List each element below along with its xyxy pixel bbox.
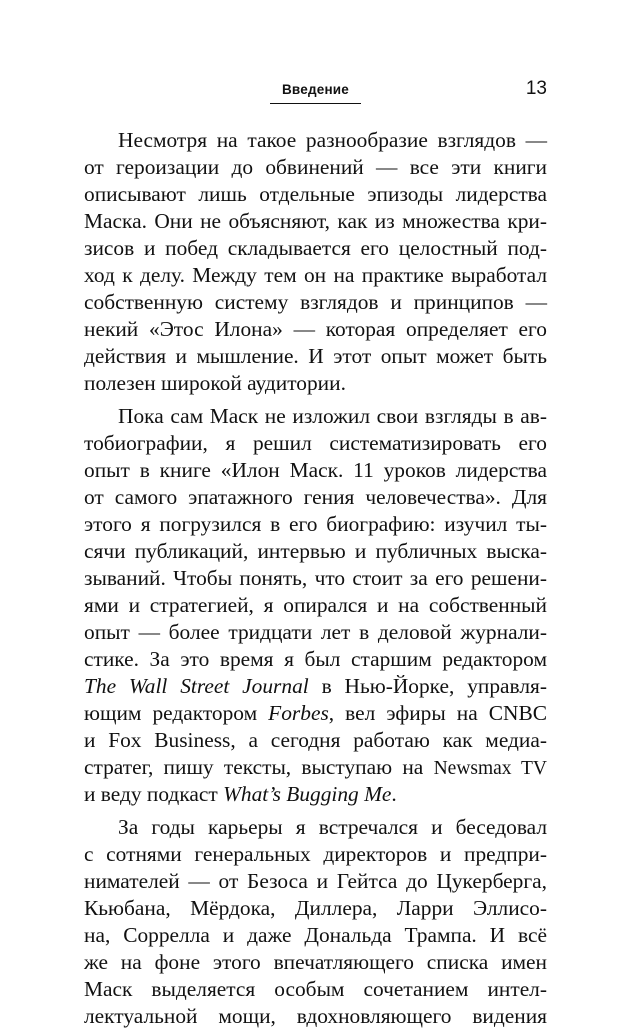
text-line: некий «Этос Илона» — которая определяет его — [84, 317, 547, 341]
text-line: с сотнями генеральных директоров и предпри- — [84, 842, 547, 866]
text-line: Пока сам Маск не изложил свои взгляды в ав- — [118, 404, 547, 428]
text-fragment: в Нью-Йорке, управля- — [308, 674, 547, 698]
text-line: же на фоне этого впечатляющего списка имен — [84, 950, 547, 974]
text-line: от самого эпатажного гения человечества». Для — [84, 485, 547, 509]
text-line: нимателей — от Безоса и Гейтса до Цукерберга, — [84, 869, 547, 893]
journal-title: The Wall Street Journal — [84, 674, 309, 698]
text-line: описывают лишь отдельные эпизоды лидерства — [84, 182, 547, 206]
text-fragment: . — [391, 782, 397, 806]
text-line: Несмотря на такое разнообразие взглядов — — [118, 128, 547, 152]
text-fragment: ющим редактором — [84, 701, 269, 725]
text-line — [84, 673, 547, 700]
text-line: ход к делу. Между тем он на практике выработал — [84, 263, 547, 287]
text-line: опыт — более тридцати лет в деловой журнали- — [84, 620, 547, 644]
text-line: лектуальной мощи, вдохновляющего видения — [84, 1004, 547, 1028]
podcast-title: What’s Bugging Me — [223, 782, 392, 806]
running-head: Введение — [281, 82, 350, 97]
text-line — [84, 700, 547, 727]
text-line: Маск выделяется особым сочетанием интел- — [84, 977, 547, 1001]
text-line: Кьюбана, Мёрдока, Диллера, Ларри Эллисо- — [84, 896, 547, 920]
text-fragment: , вел эфиры на CNBC — [328, 701, 547, 725]
text-line: стике. За это время я был старшим редактором — [84, 647, 547, 671]
running-head-underline — [270, 103, 361, 104]
text-line: на, Соррелла и даже Дональда Трампа. И всё — [84, 923, 547, 947]
paragraph-1 — [84, 127, 547, 397]
text-line: ями и стратегией, я опирался и на собственный — [84, 593, 547, 617]
text-line: зисов и побед складывается его целостный под- — [84, 236, 547, 260]
magazine-title: Forbes — [268, 701, 329, 725]
text-line: собственную систему взглядов и принципов — — [84, 290, 547, 314]
text-fragment: и веду подкаст — [84, 782, 224, 806]
paragraph-2 — [84, 403, 547, 808]
text-fragment: стратег, пишу тексты, выступаю на — [84, 755, 434, 779]
text-line: полезен широкой аудитории. — [84, 371, 346, 395]
text-line: и Fox Business, а сегодня работаю как медиа- — [84, 728, 547, 752]
paragraph-3 — [84, 814, 547, 1030]
channel-name: Newsmax TV — [433, 758, 547, 779]
text-line: действия и мышление. И этот опыт может быть — [84, 344, 547, 368]
text-line: от героизации до обвинений — все эти книги — [84, 155, 547, 179]
text-line: зываний. Чтобы понять, что стоит за его решени- — [84, 566, 547, 590]
page-number: 13 — [525, 78, 547, 99]
page-header — [84, 78, 547, 116]
text-line: опыт в книге «Илон Маск. 11 уроков лидерства — [84, 458, 547, 482]
text-line: сячи публикаций, интервью и публичных выска- — [84, 539, 547, 563]
text-line: Маска. Они не объясняют, как из множества кри- — [84, 209, 547, 233]
text-line: За годы карьеры я встречался и беседовал — [118, 815, 547, 839]
text-line: этого я погрузился в его биографию: изучил ты- — [84, 512, 547, 536]
text-line — [84, 754, 547, 781]
text-line — [84, 781, 547, 808]
body-text — [84, 127, 547, 1036]
text-line: тобиографии, я решил систематизировать его — [84, 431, 547, 455]
